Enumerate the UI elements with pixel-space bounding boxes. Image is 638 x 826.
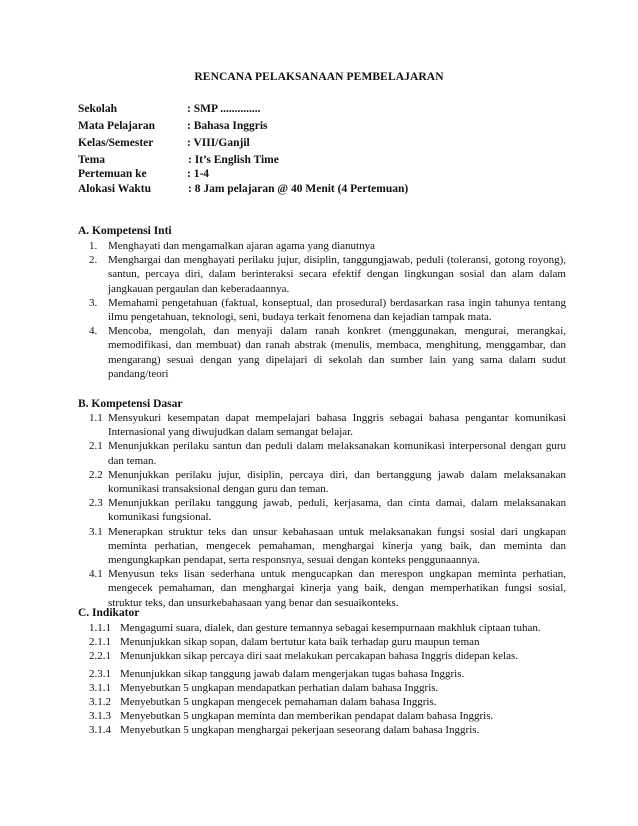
list-item	[78, 681, 566, 695]
item-number: 3.1.2	[89, 696, 111, 709]
item-text: Menyebutkan 5 ungkapan meminta dan memberikan pendapat dalam bahasa Inggris.	[120, 710, 494, 723]
section-heading-kompetensi-inti: A. Kompetensi Inti	[78, 225, 172, 237]
list-item	[78, 649, 566, 663]
list-item	[78, 411, 566, 439]
list-item	[78, 709, 566, 723]
item-number: 2.2	[89, 468, 103, 481]
item-text: Menerapkan struktur teks dan unsur kebahasaan untuk melaksanakan fungsi sosial dari ungkapan meminta perhatian, mengecek pemahaman, menghargai kinerja yang baik, dan meminta dan mengungkapkan pendapat, serta responsnya, sesuai dengan konteks penggunaannya.	[108, 525, 566, 567]
meta-value: : 1-4	[187, 168, 210, 180]
item-number: 2.3.1	[89, 667, 111, 680]
meta-label: Tema	[78, 154, 106, 166]
list-item	[78, 496, 566, 524]
list-item	[78, 621, 566, 635]
document-title: RENCANA PELAKSANAAN PEMBELAJARAN	[194, 71, 444, 83]
list-item	[78, 439, 566, 467]
item-text: Menyebutkan 5 ungkapan mengecek pemahaman dalam bahasa Inggris.	[120, 696, 437, 709]
item-number: 1.1.1	[89, 622, 111, 634]
indikator-list	[78, 621, 566, 738]
item-number: 3.1.1	[89, 681, 111, 694]
item-text: Mengagumi suara, dialek, dan gesture temannya sebagai kesempurnaan makhluk ciptaan tuhan.	[120, 622, 541, 634]
section-heading-kompetensi-dasar: B. Kompetensi Dasar	[78, 398, 183, 410]
meta-label: Mata Pelajaran	[78, 120, 155, 132]
item-number: 1.	[89, 240, 98, 252]
meta-value: : SMP ..............	[187, 103, 261, 115]
item-number: 4.1	[89, 568, 103, 581]
item-text: Menunjukkan perilaku jujur, disiplin, percaya diri, dan bertanggung jawab dalam melaksanakan komunikasi transaksional dengan guru dan teman.	[108, 468, 566, 496]
meta-label: Alokasi Waktu	[78, 183, 151, 195]
item-number: 4.	[89, 325, 98, 338]
meta-label: Sekolah	[78, 103, 117, 115]
item-text: Menunjukkan sikap sopan, dalam bertutur kata baik terhadap guru maupun teman	[120, 636, 480, 649]
item-text: Menghargai dan menghayati perilaku jujur, disiplin, tanggungjawab, peduli (toleransi, gotong royong), santun, percaya diri, dalam berinteraksi secara efektif dengan lingkungan sosial dan alam dalam jangkauan pergaulan dan keberadaannya.	[108, 254, 566, 295]
item-text: Menunjukkan perilaku tanggung jawab, peduli, kerjasama, dan cinta damai, dalam melaksanakan komunikasi fungsional.	[108, 497, 566, 524]
item-text: Menyebutkan 5 ungkapan menghargai pekerjaan seseorang dalam bahasa Inggris.	[120, 724, 480, 737]
item-text: Menghayati dan mengamalkan ajaran agama yang dianutnya	[108, 240, 375, 252]
item-number: 3.	[89, 296, 98, 309]
list-item	[78, 723, 566, 737]
list-item	[78, 695, 566, 709]
list-item	[78, 635, 566, 649]
list-item	[78, 324, 566, 381]
section-heading-indikator: C. Indikator	[78, 607, 140, 619]
item-text: Mensyukuri kesempatan dapat mempelajari bahasa Inggris sebagai bahasa pengantar komunikasi Internasional yang diwujudkan dalam semangat belajar.	[108, 412, 566, 439]
list-item	[78, 525, 566, 568]
item-number: 2.1.1	[89, 636, 111, 649]
list-item	[78, 253, 566, 296]
meta-value: : It’s English Time	[188, 154, 279, 166]
item-text: Memahami pengetahuan (faktual, konseptual, dan prosedural) berdasarkan rasa ingin tahunya tentang ilmu pengetahuan, teknologi, seni, budaya terkait fenomena dan kejadian tampak mata.	[108, 296, 566, 324]
item-number: 2.3	[89, 497, 103, 510]
kompetensi-dasar-list	[78, 411, 566, 610]
item-text: Mencoba, mengolah, dan menyaji dalam ranah konkret (menggunakan, mengurai, merangkai, memodifikasi, dan membuat) dan ranah abstrak (menulis, membaca, menghitung, menggambar, dan mengarang) sesuai dengan yang dipelajari di sekolah dan sumber lain yang sama dalam sudut pandang/teori	[108, 325, 566, 380]
item-number: 2.	[89, 254, 98, 267]
meta-value: : 8 Jam pelajaran @ 40 Menit (4 Pertemuan)	[188, 183, 409, 195]
item-text: Menyebutkan 5 ungkapan mendapatkan perhatian dalam bahasa Inggris.	[120, 681, 439, 694]
meta-label: Pertemuan ke	[78, 168, 147, 180]
item-number: 1.1	[89, 412, 103, 424]
list-item	[78, 468, 566, 496]
item-number: 2.2.1	[89, 650, 111, 663]
item-text: Menunjukkan sikap percaya diri saat melakukan percakapan bahasa Inggris didepan kelas.	[120, 650, 518, 663]
list-item	[78, 239, 566, 253]
meta-value: : VIII/Ganjil	[187, 137, 250, 149]
item-number: 3.1	[89, 525, 103, 538]
list-item	[78, 667, 566, 681]
item-number: 3.1.4	[89, 724, 111, 737]
item-number: 3.1.3	[89, 710, 111, 723]
meta-label: Kelas/Semester	[78, 137, 154, 149]
item-text: Menunjukkan perilaku santun dan peduli dalam melaksanakan komunikasi interpersonal dengan guru dan teman.	[108, 440, 566, 467]
meta-value: : Bahasa Inggris	[187, 120, 268, 132]
item-text: Menunjukkan sikap tanggung jawab dalam mengerjakan tugas bahasa Inggris.	[120, 667, 465, 680]
list-item	[78, 296, 566, 324]
kompetensi-inti-list	[78, 239, 566, 381]
item-text: Menyusun teks lisan sederhana untuk mengucapkan dan merespon ungkapan meminta perhatian, mengecek pemahaman, dan menghargai kinerja yang baik, dengan memperhatikan fungsi sosial, struktur teks, dan unsurkebahasaan yang benar dan sesuaikonteks.	[108, 568, 566, 609]
item-number: 2.1	[89, 440, 103, 453]
list-item	[78, 567, 566, 610]
